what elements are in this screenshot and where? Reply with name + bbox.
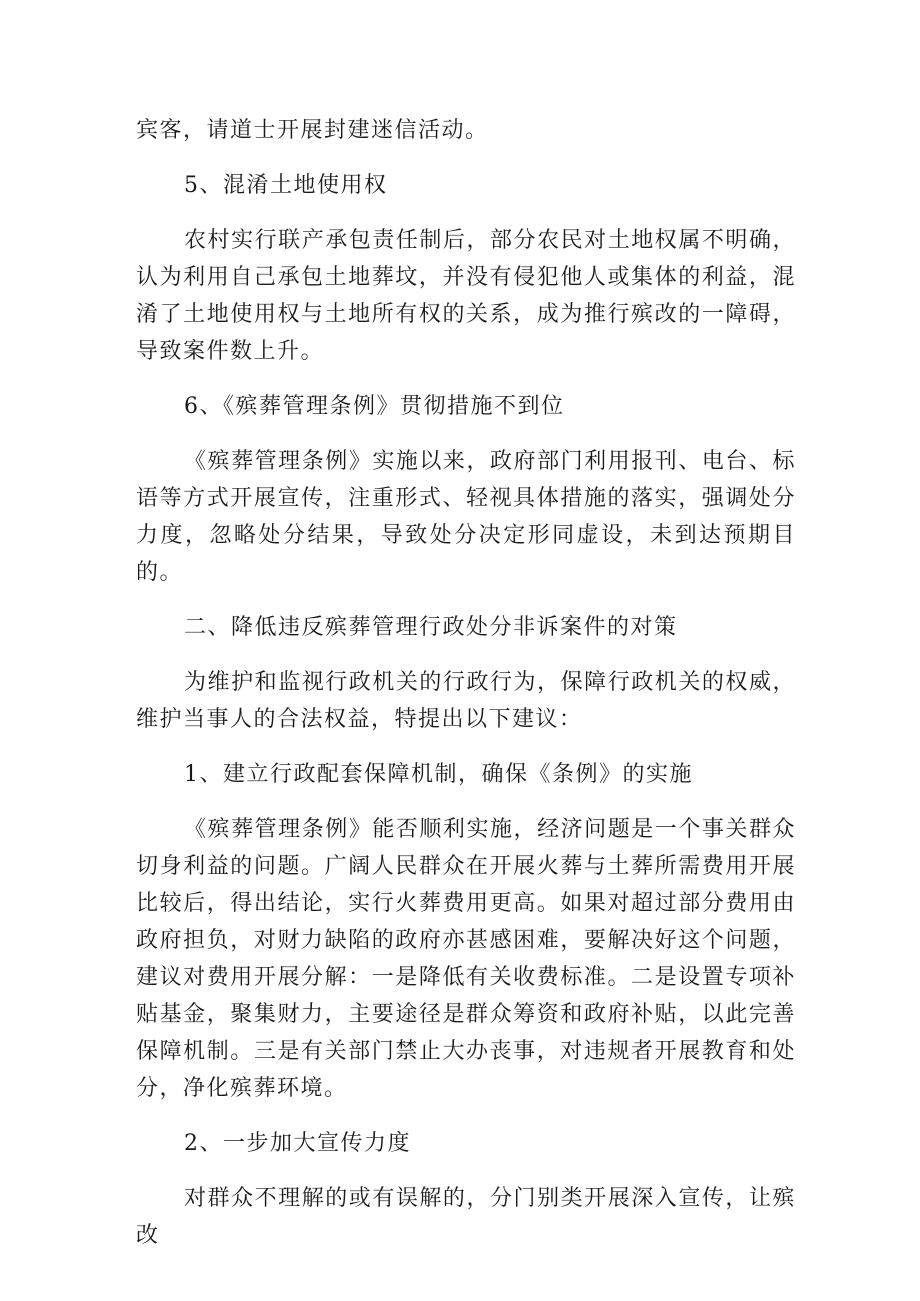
paragraph-economic-mechanism: 《殡葬管理条例》能否顺利实施，经济问题是一个事关群众切身利益的问题。广阔人民群众在开展火葬与土葬所需费用开展比较后，得出结论，实行火葬费用更高。如果对超过部分费用由政府担负，对财力缺陷的政府亦甚感困难，要解决好这个问题，建议对费用开展分解：一是降低有关收费标准。二是设置专项补贴基金，聚集财力，主要途径是群众筹资和政府补贴，以此完善保障机制。三是有关部门禁止大办丧事，对违规者开展教育和处分，净化殡葬环境。 xyxy=(136,817,796,1101)
section-heading-part-two: 二、降低违反殡葬管理行政处分非诉案件的对策 xyxy=(184,615,678,640)
paragraph-suggestions-intro: 为维护和监视行政机关的行政行为，保障行政机关的权威，维护当事人的合法权益，特提出以下建议： xyxy=(136,670,796,732)
section-heading-6: 6、《殡葬管理条例》贯彻措施不到位 xyxy=(184,394,565,419)
paragraph-continuation: 宾客，请道士开展封建迷信活动。 xyxy=(136,118,489,143)
section-heading-5: 5、混淆土地使用权 xyxy=(184,173,388,198)
document-body xyxy=(136,112,796,1272)
paragraph-regulation-enforcement: 《殡葬管理条例》实施以来，政府部门利用报刊、电台、标语等方式开展宣传，注重形式、轻视具体措施的落实，强调处分力度，忽略处分结果，导致处分决定形同虚设，未到达预期目的。 xyxy=(136,449,796,585)
paragraph-land-use: 农村实行联产承包责任制后，部分农民对土地权属不明确，认为利用自己承包土地葬坟，并没有侵犯他人或集体的利益，混淆了土地使用权与土地所有权的关系，成为推行殡改的一障碍，导致案件数上升。 xyxy=(136,228,796,364)
paragraph-publicity: 对群众不理解的或有误解的，分门别类开展深入宣传，让殡改 xyxy=(136,1186,796,1248)
section-heading-1: 1、建立行政配套保障机制，确保《条例》的实施 xyxy=(184,762,693,787)
section-heading-2: 2、一步加大宣传力度 xyxy=(184,1131,411,1156)
